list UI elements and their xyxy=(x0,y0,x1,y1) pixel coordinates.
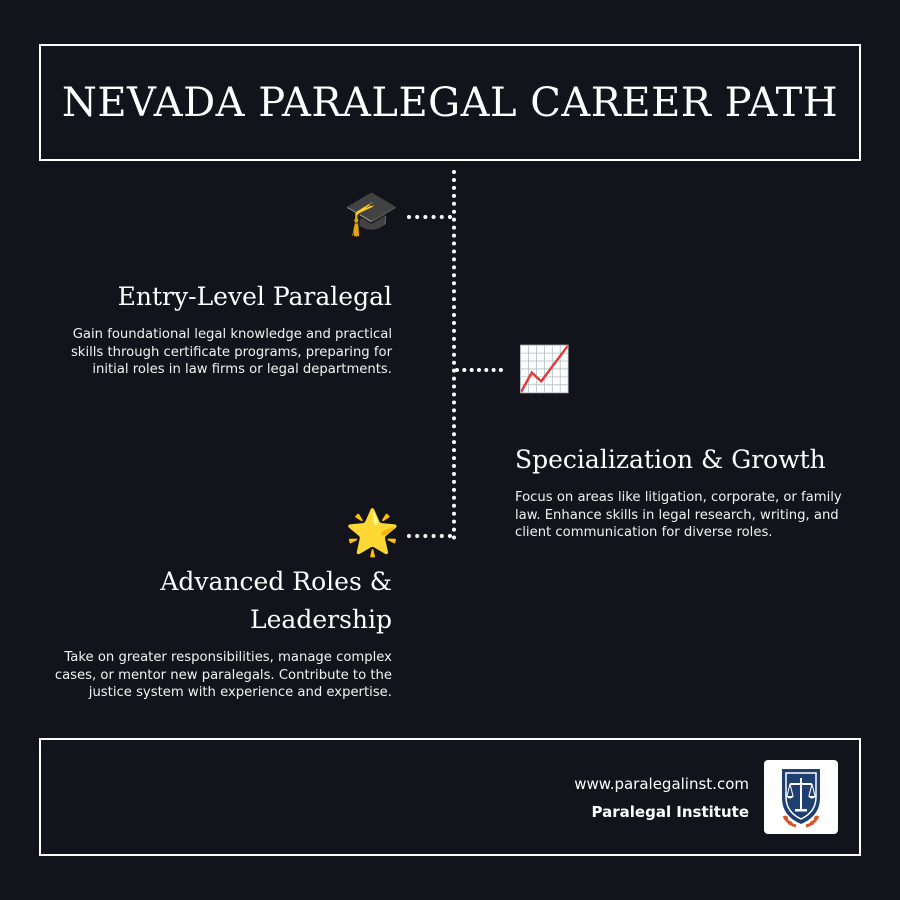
scales-of-justice-shield-icon xyxy=(764,760,838,834)
step-heading: Entry-Level Paralegal xyxy=(117,282,392,311)
step-description: Gain foundational legal knowledge and practical skills through certificate programs, preparing for initial roles in law firms or legal departments. xyxy=(70,327,392,377)
title-box xyxy=(39,44,861,161)
step-description: Take on greater responsibilities, manage complex cases, or mentor new paralegals. Contribute to the justice system with experience and expertise. xyxy=(54,650,392,700)
step-description: Focus on areas like litigation, corporate, or family law. Enhance skills in legal research, writing, and client communication for diverse roles. xyxy=(515,490,842,540)
timeline-line xyxy=(452,170,456,540)
brand-name: Paralegal Institute xyxy=(591,803,749,821)
connector-step-1 xyxy=(407,215,452,219)
footer-box xyxy=(39,738,861,856)
connector-step-2 xyxy=(455,368,503,372)
step-advanced-roles xyxy=(50,563,392,702)
step-entry-level xyxy=(50,278,392,379)
graduation-cap-icon: 🎓 xyxy=(344,188,399,239)
connector-step-3 xyxy=(407,534,452,538)
chart-increasing-icon: 📈 xyxy=(517,344,572,395)
step-specialization xyxy=(515,441,860,542)
website-link[interactable]: www.paralegalinst.com xyxy=(574,775,749,793)
page-title: NEVADA PARALEGAL CAREER PATH xyxy=(61,79,839,126)
step-heading: Advanced Roles & Leadership xyxy=(160,567,392,634)
glowing-star-icon: 🌟 xyxy=(345,507,400,558)
step-heading: Specialization & Growth xyxy=(515,445,826,474)
